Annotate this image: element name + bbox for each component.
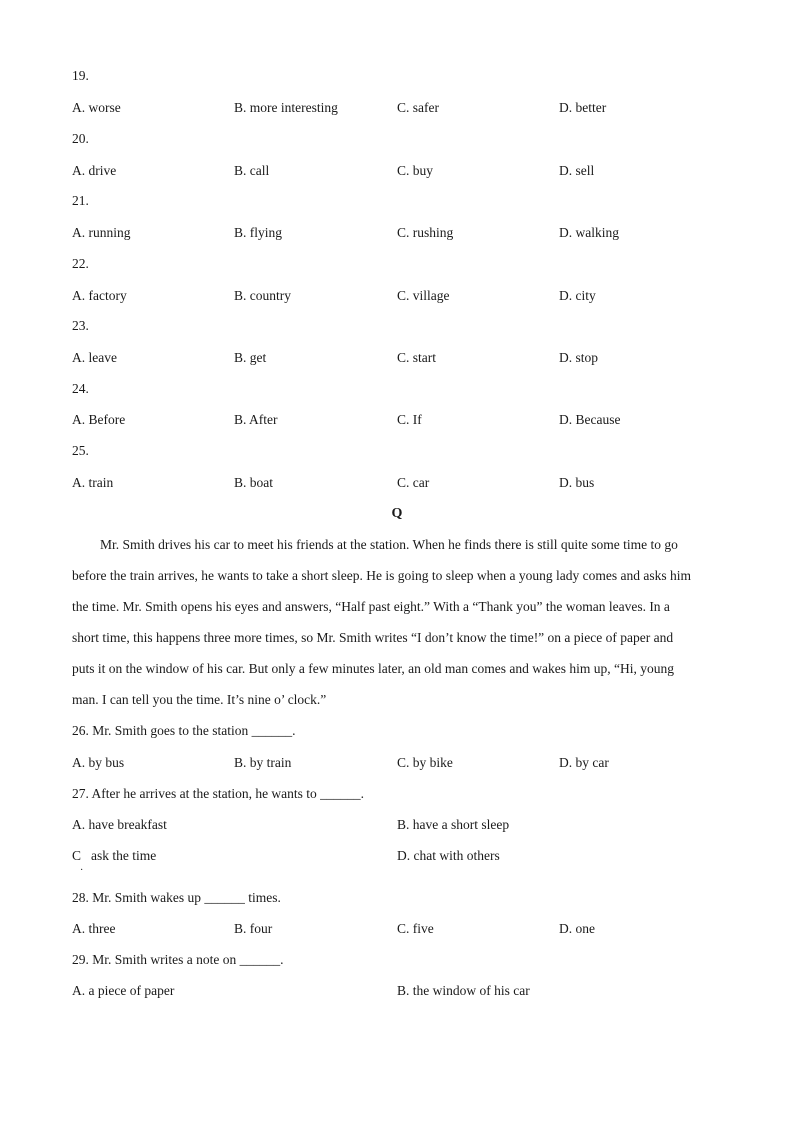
option-d: D. better [559, 100, 607, 115]
option-d: D. chat with others [397, 848, 500, 863]
question-number: 21. [72, 193, 89, 208]
option-d: D. sell [559, 163, 595, 178]
option-b: B. country [234, 288, 291, 303]
option-a: A. running [72, 225, 131, 240]
option-d: D. walking [559, 225, 619, 240]
option-d: D. stop [559, 350, 599, 365]
option-d: D. by car [559, 755, 609, 770]
option-a: A. Before [72, 412, 126, 427]
option-b: B. boat [234, 475, 273, 490]
option-d: D. city [559, 288, 596, 303]
passage-line: man. I can tell you the time. It’s nine o’ clock.” [72, 692, 327, 707]
option-c: C. five [397, 921, 434, 936]
question-number: 23. [72, 318, 89, 333]
option-d: D. one [559, 921, 595, 936]
question-number: 22. [72, 256, 89, 271]
option-c: C. car [397, 475, 430, 490]
option-a: A. three [72, 921, 116, 936]
question-number: 20. [72, 131, 89, 146]
option-c: C. rushing [397, 225, 454, 240]
option-a: A. leave [72, 350, 117, 365]
option-b: B. by train [234, 755, 292, 770]
question-stem: 26. Mr. Smith goes to the station ______. [72, 723, 296, 738]
passage-line: short time, this happens three more times, so Mr. Smith writes “I don’t know the time!” on a piece of paper and [72, 630, 674, 645]
option-a: A. factory [72, 288, 127, 303]
option-c: C. start [397, 350, 436, 365]
option-c: C. village [397, 288, 450, 303]
option-a: A. have breakfast [72, 817, 167, 832]
question-stem: 29. Mr. Smith writes a note on ______. [72, 952, 284, 967]
passage-line: Mr. Smith drives his car to meet his friends at the station. When he finds there is still quite some time to go [100, 537, 678, 552]
option-b: B. the window of his car [397, 983, 530, 998]
passage-line: puts it on the window of his car. But only a few minutes later, an old man comes and wakes him up, “Hi, young [72, 661, 674, 676]
option-a: A. worse [72, 100, 121, 115]
option-b: B. call [234, 163, 270, 178]
option-a: A. by bus [72, 755, 125, 770]
option-d: D. bus [559, 475, 595, 490]
option-b: B. more interesting [234, 100, 338, 115]
option-d: D. Because [559, 412, 621, 427]
option-a: A. a piece of paper [72, 983, 175, 998]
option-c: C. buy [397, 163, 434, 178]
question-stem: 27. After he arrives at the station, he wants to ______. [72, 786, 365, 801]
question-number: 25. [72, 443, 89, 458]
option-c: C. by bike [397, 755, 453, 770]
option-c: C. safer [397, 100, 439, 115]
option-c-letter: C [72, 848, 82, 863]
option-a: A. drive [72, 163, 117, 178]
section-title: Q [391, 506, 403, 521]
option-c: C. If [397, 412, 422, 427]
question-number: 19. [72, 68, 89, 83]
option-b: B. flying [234, 225, 283, 240]
option-c-text: ask the time [91, 848, 157, 863]
question-stem: 28. Mr. Smith wakes up ______ times. [72, 890, 281, 905]
stray-dot-mark: · [80, 865, 84, 876]
option-a: A. train [72, 475, 114, 490]
passage-line: the time. Mr. Smith opens his eyes and answers, “Half past eight.” With a “Thank you” the woman leaves. In a [72, 599, 670, 614]
question-number: 24. [72, 381, 89, 396]
passage-line: before the train arrives, he wants to take a short sleep. He is going to sleep when a young lady comes and asks him [72, 568, 691, 583]
option-b: B. After [234, 412, 278, 427]
option-b: B. have a short sleep [397, 817, 510, 832]
option-b: B. get [234, 350, 267, 365]
option-b: B. four [234, 921, 273, 936]
